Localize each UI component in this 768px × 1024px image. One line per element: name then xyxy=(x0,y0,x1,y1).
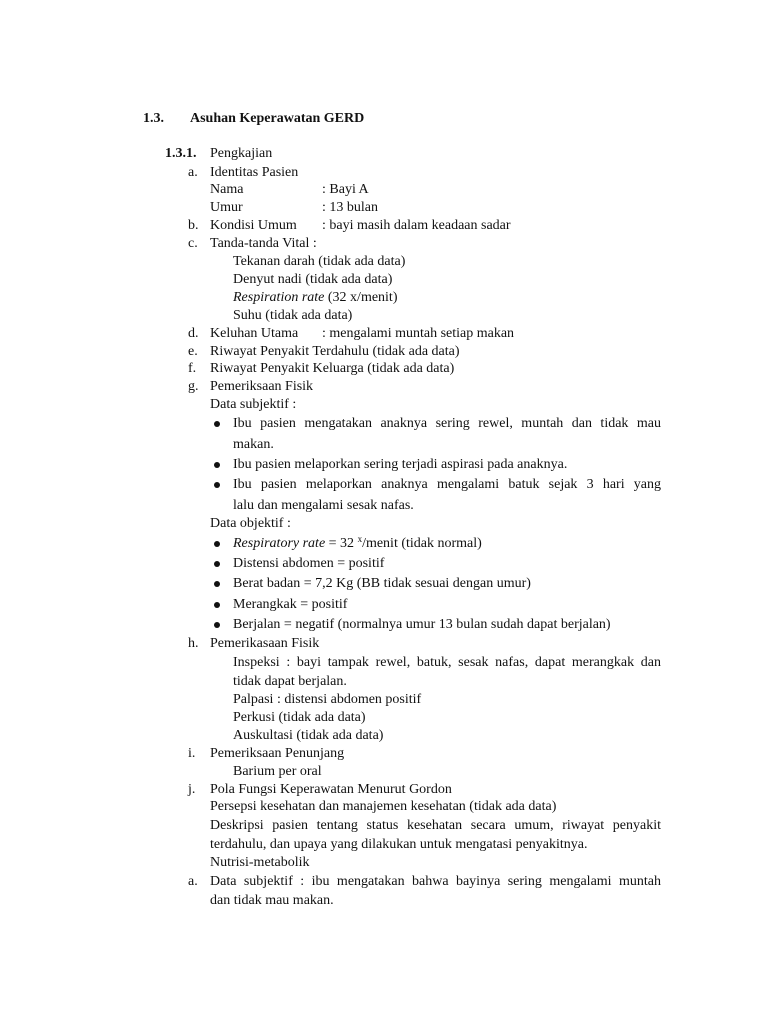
subjektif-item-3-cont: lalu dan mengalami sesak nafas. xyxy=(233,498,414,513)
penunjang-label: Pemeriksaan Penunjang xyxy=(210,746,345,761)
vital-label: Tanda-tanda Vital : xyxy=(210,236,317,251)
rpk-text: Riwayat Penyakit Keluarga (tidak ada data) xyxy=(210,361,455,376)
identitas-label: Identitas Pasien xyxy=(210,165,299,180)
subjektif-label: Data subjektif : xyxy=(210,397,297,412)
bullet-icon xyxy=(214,541,220,547)
vital-rr-term: Respiration rate xyxy=(233,290,325,305)
list-marker: e. xyxy=(188,344,198,359)
keluhan-value: : mengalami muntah setiap makan xyxy=(322,326,515,341)
vital-nadi: Denyut nadi (tidak ada data) xyxy=(233,272,393,287)
subjektif-item-1: Ibu pasien mengatakan anaknya sering rewel, muntah dan tidak mau xyxy=(233,416,661,431)
list-marker: a. xyxy=(188,165,198,180)
subjektif-item-3: Ibu pasien melaporkan anaknya mengalami batuk sejak 3 hari yang xyxy=(233,477,661,492)
bullet-icon xyxy=(214,622,220,628)
vital-td: Tekanan darah (tidak ada data) xyxy=(233,254,406,269)
list-marker: c. xyxy=(188,236,198,251)
kondisi-value: : bayi masih dalam keadaan sadar xyxy=(322,218,511,233)
nutrisi-subjektif: Data subjektif : ibu mengatakan bahwa bayinya sering mengalami muntah xyxy=(210,874,661,889)
section-title: Asuhan Keperawatan GERD xyxy=(190,111,365,126)
gordon-label: Pola Fungsi Keperawatan Menurut Gordon xyxy=(210,782,452,797)
objektif-item-2: Distensi abdomen = positif xyxy=(233,556,385,571)
fisik-label: Pemeriksaan Fisik xyxy=(210,379,314,394)
palpasi-text: Palpasi : distensi abdomen positif xyxy=(233,692,422,707)
persepsi-text: Persepsi kesehatan dan manajemen kesehatan (tidak ada data) xyxy=(210,799,557,814)
objektif-label: Data objektif : xyxy=(210,516,291,531)
deskripsi-text: Deskripsi pasien tentang status kesehatan secara umum, riwayat penyakit xyxy=(210,818,661,833)
subsection-number: 1.3.1. xyxy=(165,146,197,161)
bullet-icon xyxy=(214,561,220,567)
nutrisi-subjektif-cont: dan tidak mau makan. xyxy=(210,893,334,908)
objektif-item-3: Berat badan = 7,2 Kg (BB tidak sesuai dengan umur) xyxy=(233,576,531,591)
deskripsi-text-cont: terdahulu, dan upaya yang dilakukan untuk mengatasi penyakitnya. xyxy=(210,837,588,852)
list-marker: a. xyxy=(188,874,198,889)
nama-label: Nama xyxy=(210,182,244,197)
subjektif-item-1-cont: makan. xyxy=(233,437,274,452)
list-marker: h. xyxy=(188,636,199,651)
bullet-icon xyxy=(214,602,220,608)
section-number: 1.3. xyxy=(143,111,164,126)
rr-eq: = 32 xyxy=(325,536,358,551)
objektif-item-4: Merangkak = positif xyxy=(233,597,348,612)
bullet-icon xyxy=(214,581,220,587)
vital-suhu: Suhu (tidak ada data) xyxy=(233,308,353,323)
rr-sup: x xyxy=(357,534,363,544)
list-marker: d. xyxy=(188,326,199,341)
vital-rr-value: (32 x/menit) xyxy=(324,290,398,305)
rpd-text: Riwayat Penyakit Terdahulu (tidak ada data) xyxy=(210,344,460,359)
fisik2-label: Pemerikasaan Fisik xyxy=(210,636,320,651)
nama-value: : Bayi A xyxy=(322,182,369,197)
penunjang-item: Barium per oral xyxy=(233,764,322,779)
bullet-icon xyxy=(214,482,220,488)
kondisi-label: Kondisi Umum xyxy=(210,218,297,233)
list-marker: i. xyxy=(188,746,196,761)
objektif-item-5: Berjalan = negatif (normalnya umur 13 bulan sudah dapat berjalan) xyxy=(233,617,611,632)
subsection-title: Pengkajian xyxy=(210,146,273,161)
inspeksi-text-cont: tidak dapat berjalan. xyxy=(233,674,347,689)
rr-unit: /menit (tidak normal) xyxy=(362,536,482,551)
umur-value: : 13 bulan xyxy=(322,200,378,215)
list-marker: g. xyxy=(188,379,199,394)
bullet-icon xyxy=(214,421,220,427)
auskultasi-text: Auskultasi (tidak ada data) xyxy=(233,728,384,743)
umur-label: Umur xyxy=(210,200,243,215)
nutrisi-label: Nutrisi-metabolik xyxy=(210,855,310,870)
bullet-icon xyxy=(214,462,220,468)
inspeksi-text: Inspeksi : bayi tampak rewel, batuk, sesak nafas, dapat merangkak dan xyxy=(233,655,661,670)
subjektif-item-2: Ibu pasien melaporkan sering terjadi aspirasi pada anaknya. xyxy=(233,457,568,472)
perkusi-text: Perkusi (tidak ada data) xyxy=(233,710,366,725)
vital-rr xyxy=(233,289,398,307)
list-marker: b. xyxy=(188,218,199,233)
keluhan-label: Keluhan Utama xyxy=(210,326,299,341)
rr-term: Respiratory rate xyxy=(233,536,326,551)
list-marker: f. xyxy=(188,361,197,376)
list-marker: j. xyxy=(188,782,196,797)
objektif-item-1 xyxy=(233,535,482,553)
